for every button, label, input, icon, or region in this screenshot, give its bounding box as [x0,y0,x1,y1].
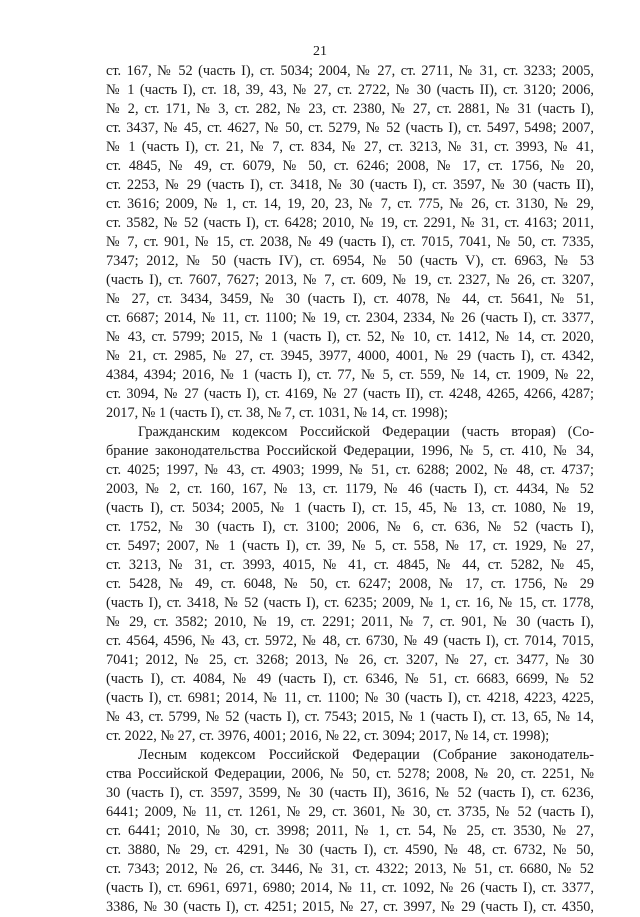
text-line: (часть I), ст. 4084, № 49 (часть I), ст. 6346, № 51, ст. 6683, 6699, № 52 [106,670,594,687]
text-line: № 27, ст. 3434, 3459, № 30 (часть I), ст. 4078, № 44, ст. 5641, № 51, [106,290,594,307]
text-line: № 2, ст. 171, № 3, ст. 282, № 23, ст. 2380, № 27, ст. 2881, № 31 (часть I), [106,100,594,117]
text-line: ст. 3582, № 52 (часть I), ст. 6428; 2010, № 19, ст. 2291, № 31, ст. 4163; 2011, [106,214,594,231]
paragraph [106,746,594,917]
text-line: ст. 3213, № 31, ст. 3993, 4015, № 41, ст. 4845, № 44, ст. 5282, № 45, [106,556,594,573]
text-line: ст. 3880, № 29, ст. 4291, № 30 (часть I), ст. 4590, № 48, ст. 6732, № 50, [106,841,594,858]
text-line: № 21, ст. 2985, № 27, ст. 3945, 3977, 4000, 4001, № 29 (часть I), ст. 4342, [106,347,594,364]
page-number: 21 [313,44,327,59]
text-line: (часть I), ст. 6981; 2014, № 11, ст. 1100; № 30 (часть I), ст. 4218, 4223, 4225, [106,689,594,706]
body-text [106,62,594,917]
text-line: ст. 6441; 2010, № 30, ст. 3998; 2011, № 1, ст. 54, № 25, ст. 3530, № 27, [106,822,594,839]
text-line: 3386, № 30 (часть I), ст. 4251; 2015, № 27, ст. 3997, № 29 (часть I), ст. 4350, [106,898,594,915]
text-line: № 43, ст. 5799; 2015, № 1 (часть I), ст. 52, № 10, ст. 1412, № 14, ст. 2020, [106,328,594,345]
text-line: 2017, № 1 (часть I), ст. 38, № 7, ст. 1031, № 14, ст. 1998); [106,404,449,421]
text-line: ст. 4564, 4596, № 43, ст. 5972, № 48, ст. 6730, № 49 (часть I), ст. 7014, 7015, [106,632,594,649]
text-line: ст. 5497; 2007, № 1 (часть I), ст. 39, № 5, ст. 558, № 17, ст. 1929, № 27, [106,537,594,554]
text-line: ст. 3094, № 27 (часть I), ст. 4169, № 27 (часть II), ст. 4248, 4265, 4266, 4287; [106,385,594,402]
text-line: 30 (часть I), ст. 3597, 3599, № 30 (часть II), 3616, № 52 (часть I), ст. 6236, [106,784,594,801]
text-line: 6441; 2009, № 11, ст. 1261, № 29, ст. 3601, № 30, ст. 3735, № 52 (часть I), [106,803,594,820]
text-line: ст. 5428, № 49, ст. 6048, № 50, ст. 6247; 2008, № 17, ст. 1756, № 29 [106,575,594,592]
text-line: брание законодательства Российской Федерации, 1996, № 5, ст. 410, № 34, [106,442,594,459]
text-line: Лесным кодексом Российской Федерации (Собрание законодатель- [138,746,594,763]
text-line: 4384, 4394; 2016, № 1 (часть I), ст. 77, № 5, ст. 559, № 14, ст. 1909, № 22, [106,366,594,383]
text-line: 2003, № 2, ст. 160, 167, № 13, ст. 1179, № 46 (часть I), ст. 4434, № 52 [106,480,594,497]
text-line: № 7, ст. 901, № 15, ст. 2038, № 49 (часть I), ст. 7015, 7041, № 50, ст. 7335, [106,233,594,250]
text-line: ст. 2253, № 29 (часть I), ст. 3418, № 30 (часть I), ст. 3597, № 30 (часть II), [106,176,594,193]
text-line: ст. 1752, № 30 (часть I), ст. 3100; 2006, № 6, ст. 636, № 52 (часть I), [106,518,594,535]
text-line: № 1 (часть I), ст. 21, № 7, ст. 834, № 27, ст. 3213, № 31, ст. 3993, № 41, [106,138,594,155]
text-line: 7041; 2012, № 25, ст. 3268; 2013, № 26, ст. 3207, № 27, ст. 3477, № 30 [106,651,594,668]
text-line: (часть I), ст. 6961, 6971, 6980; 2014, № 11, ст. 1092, № 26 (часть I), ст. 3377, [106,879,594,896]
text-line: ст. 7343; 2012, № 26, ст. 3446, № 31, ст. 4322; 2013, № 51, ст. 6680, № 52 [106,860,594,877]
text-line: ст. 4025; 1997, № 43, ст. 4903; 1999, № 51, ст. 6288; 2002, № 48, ст. 4737; [106,461,594,478]
text-line: № 29, ст. 3582; 2010, № 19, ст. 2291; 2011, № 7, ст. 901, № 30 (часть I), [106,613,594,630]
text-line: (часть I), ст. 7607, 7627; 2013, № 7, ст. 609, № 19, ст. 2327, № 26, ст. 3207, [106,271,594,288]
text-line: ст. 3437, № 45, ст. 4627, № 50, ст. 5279, № 52 (часть I), ст. 5497, 5498; 2007, [106,119,594,136]
text-line: ст. 167, № 52 (часть I), ст. 5034; 2004, № 27, ст. 2711, № 31, ст. 3233; 2005, [106,62,594,79]
text-line: № 43, ст. 5799, № 52 (часть I), ст. 7543; 2015, № 1 (часть I), ст. 13, 65, № 14, [106,708,594,725]
text-line: (часть I), ст. 3418, № 52 (часть I), ст. 6235; 2009, № 1, ст. 16, № 15, ст. 1778, [106,594,594,611]
text-line: (часть I), ст. 5034; 2005, № 1 (часть I), ст. 15, 45, № 13, ст. 1080, № 19, [106,499,594,516]
text-line: ства Российской Федерации, 2006, № 50, ст. 5278; 2008, № 20, ст. 2251, № [106,765,594,782]
paragraph [106,423,594,746]
text-line: ст. 2022, № 27, ст. 3976, 4001; 2016, № 22, ст. 3094; 2017, № 14, ст. 1998); [106,727,550,744]
text-line: ст. 3616; 2009, № 1, ст. 14, 19, 20, 23, № 7, ст. 775, № 26, ст. 3130, № 29, [106,195,594,212]
paragraph [106,62,594,423]
text-line: 7347; 2012, № 50 (часть IV), ст. 6954, № 50 (часть V), ст. 6963, № 53 [106,252,594,269]
text-line: Гражданским кодексом Российской Федерации (часть вторая) (Со- [138,423,594,440]
text-line: ст. 6687; 2014, № 11, ст. 1100; № 19, ст. 2304, 2334, № 26 (часть I), ст. 3377, [106,309,594,326]
text-line: ст. 4845, № 49, ст. 6079, № 50, ст. 6246; 2008, № 17, ст. 1756, № 20, [106,157,594,174]
text-line: № 1 (часть I), ст. 18, 39, 43, № 27, ст. 2722, № 30 (часть II), ст. 3120; 2006, [106,81,594,98]
